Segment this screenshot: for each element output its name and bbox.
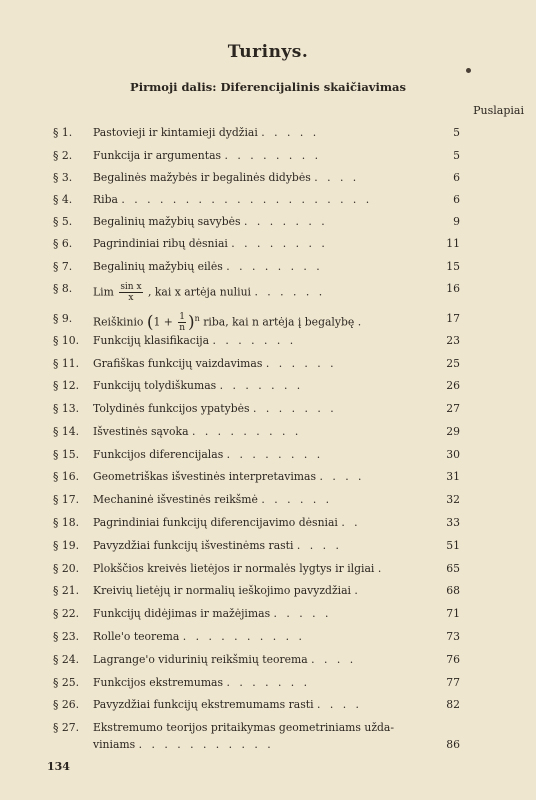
section-number: § 12. xyxy=(53,379,80,392)
entry-page: 68 xyxy=(446,584,460,597)
entry-page: 27 xyxy=(446,402,460,415)
section-number: § 17. xyxy=(53,493,80,506)
section-number: § 10. xyxy=(53,334,80,347)
entry-title: Rolle'o teorema . . . . . . . . . . xyxy=(93,630,305,643)
entry-title: Pavyzdžiai funkcijų ekstremumams rasti . . . . xyxy=(93,698,362,711)
entry-page: 65 xyxy=(446,562,460,575)
section-number: § 4. xyxy=(53,193,73,206)
entry-title: Grafiškas funkcijų vaizdavimas . . . . . . xyxy=(93,357,337,370)
entry-page: 73 xyxy=(446,630,460,643)
entry-title: Funkcija ir argumentas . . . . . . . . xyxy=(93,149,321,162)
entry-page: 51 xyxy=(446,539,460,552)
entry-page: 17 xyxy=(446,312,460,325)
entry-page: 76 xyxy=(446,653,460,666)
entry-page: 82 xyxy=(446,698,460,711)
section-number: § 16. xyxy=(53,470,80,483)
entry-page: 6 xyxy=(453,171,460,184)
section-number: § 14. xyxy=(53,425,80,438)
page-number: 134 xyxy=(47,760,70,773)
section-subtitle: Pirmoji dalis: Diferencijalinis skaičiavimas xyxy=(130,80,406,94)
entry-page: 71 xyxy=(446,607,460,620)
section-number: § 15. xyxy=(53,448,80,461)
entry-page: 9 xyxy=(453,215,460,228)
entry-title: Funkcijų klasifikacija . . . . . . . xyxy=(93,334,297,347)
section-number: § 20. xyxy=(53,562,80,575)
entry-title: Išvestinės sąvoka . . . . . . . . . xyxy=(93,425,302,438)
entry-page: 11 xyxy=(446,237,460,250)
entry-title-line-1: Ekstremumo teorijos pritaikymas geometriniams užda- xyxy=(93,721,395,734)
section-number: § 5. xyxy=(53,215,73,228)
entry-title: Begalinės mažybės ir begalinės didybės . . . . xyxy=(93,171,360,184)
entry-page: 16 xyxy=(446,282,460,295)
fraction-1-over-n: $\frac{1}{n}$ xyxy=(179,312,186,334)
entry-title: Funkcijos ekstremumas . . . . . . . xyxy=(93,676,311,689)
entry-page: 26 xyxy=(446,379,460,392)
entry-title: Funkcijų didėjimas ir mažėjimas . . . . . xyxy=(93,607,332,620)
section-number: § 3. xyxy=(53,171,73,184)
entry-title: Pagrindiniai funkcijų diferencijavimo dėsniai . . xyxy=(93,516,361,529)
entry-page: 15 xyxy=(446,260,460,273)
entry-page: 32 xyxy=(446,493,460,506)
section-number: § 25. xyxy=(53,676,80,689)
entry-title: Mechaninė išvestinės reikšmė . . . . . . xyxy=(93,493,333,506)
section-number: § 1. xyxy=(53,126,73,139)
entry-title: Pastovieji ir kintamieji dydžiai . . . . . xyxy=(93,126,320,139)
entry-page: 23 xyxy=(446,334,460,347)
page-column-header: Puslapiai xyxy=(473,104,524,117)
entry-page: 5 xyxy=(453,149,460,162)
entry-page: 86 xyxy=(446,738,460,751)
fraction-sinx-over-x: $\frac{\text{sin x}}{x}$ xyxy=(120,282,142,303)
entry-title: Lim $\frac{\text{sin x}}{x}$ , kai x artėja nuliui . . . . . . xyxy=(93,282,326,303)
section-number: § 26. xyxy=(53,698,80,711)
section-number: § 7. xyxy=(53,260,73,273)
section-number: § 13. xyxy=(53,402,80,415)
page-title: Turinys. xyxy=(227,42,309,62)
section-number: § 9. xyxy=(53,312,73,325)
section-number: § 23. xyxy=(53,630,80,643)
entry-title: Kreivių lietėjų ir normalių ieškojimo pavyzdžiai . xyxy=(93,584,361,597)
ink-speck xyxy=(466,68,471,73)
section-number: § 27. xyxy=(53,721,80,734)
entry-title: Begalinių mažybių savybės . . . . . . . xyxy=(93,215,328,228)
entry-title: Riba . . . . . . . . . . . . . . . . . . . . xyxy=(93,193,373,206)
section-number: § 2. xyxy=(53,149,73,162)
entry-title: Tolydinės funkcijos ypatybės . . . . . . . xyxy=(93,402,337,415)
entry-page: 31 xyxy=(446,470,460,483)
entry-page: 77 xyxy=(446,676,460,689)
section-number: § 19. xyxy=(53,539,80,552)
section-number: § 11. xyxy=(53,357,80,370)
entry-title: Pavyzdžiai funkcijų išvestinėms rasti . . . . xyxy=(93,539,342,552)
entry-title: Geometriškas išvestinės interpretavimas . . . . xyxy=(93,470,365,483)
section-number: § 24. xyxy=(53,653,80,666)
entry-title: Lagrange'o vidurinių reikšmių teorema . . . . xyxy=(93,653,357,666)
section-number: § 8. xyxy=(53,282,73,295)
entry-page: 33 xyxy=(446,516,460,529)
entry-page: 29 xyxy=(446,425,460,438)
entry-title: Reiškinio (1 + $\frac{1}{n}$ )$^n$ riba, kai n artėja į begalybę . xyxy=(93,312,365,334)
entry-page: 25 xyxy=(446,357,460,370)
entry-page: 30 xyxy=(446,448,460,461)
entry-title: Funkcijos diferencijalas . . . . . . . . xyxy=(93,448,324,461)
section-number: § 18. xyxy=(53,516,80,529)
section-number: § 6. xyxy=(53,237,73,250)
entry-title: Funkcijų tolydiškumas . . . . . . . xyxy=(93,379,304,392)
entry-title-line-2: viniams . . . . . . . . . . . xyxy=(93,738,274,751)
entry-title: Pagrindiniai ribų dėsniai . . . . . . . . xyxy=(93,237,328,250)
section-number: § 21. xyxy=(53,584,80,597)
entry-title: Begalinių mažybių eilės . . . . . . . . xyxy=(93,260,323,273)
section-number: § 22. xyxy=(53,607,80,620)
entry-page: 6 xyxy=(453,193,460,206)
entry-title: Plokščios kreivės lietėjos ir normalės lygtys ir ilgiai . xyxy=(93,562,385,575)
entry-page: 5 xyxy=(453,126,460,139)
